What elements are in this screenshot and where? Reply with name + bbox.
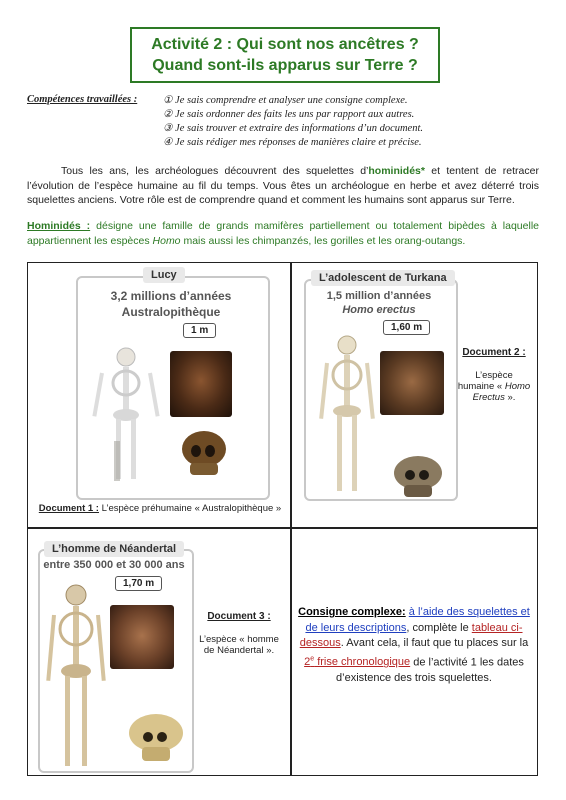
consigne-link-squelettes[interactable]: à l’aide des squelettes et de leurs descriptions — [305, 606, 530, 634]
consigne-text-2: . Avant cela, il faut que tu places sur la — [340, 637, 529, 649]
doc2-caption — [456, 347, 532, 403]
doc1-caption — [32, 503, 288, 514]
competence-item: ④ Je sais rédiger mes réponses de manières claire et précise. — [163, 137, 422, 148]
intro-paragraph — [27, 164, 539, 208]
title-line-2: Quand sont-ils apparus sur Terre ? — [152, 57, 418, 74]
grid-divider-horizontal — [28, 527, 537, 529]
neandertal-skull-image — [124, 709, 188, 767]
consigne-link-frise[interactable] — [304, 656, 410, 668]
lucy-face-photo — [170, 351, 232, 417]
competence-item: ① Je sais comprendre et analyser une consigne complexe. — [163, 95, 408, 106]
turkana-card-title: L’adolescent de Turkana — [311, 270, 455, 286]
lucy-card-title: Lucy — [143, 267, 185, 283]
doc2-caption-line3b: ». — [504, 392, 516, 403]
consigne-complexe — [298, 605, 530, 686]
documents-grid — [27, 262, 538, 776]
lucy-skeleton-image — [88, 345, 168, 485]
turkana-age: 1,5 million d’années — [326, 290, 432, 302]
neandertal-face-photo — [110, 605, 174, 669]
turkana-size-tag: 1,60 m — [383, 320, 430, 335]
consigne-text-3: de l’activité 1 les dates d’existence des trois squelettes. — [336, 656, 524, 684]
competences-label: Compétences travaillées : — [27, 94, 138, 105]
definition-paragraph — [27, 219, 539, 248]
competence-item: ③ Je sais trouver et extraire des informations d’un document. — [163, 123, 424, 134]
definition-text-2: mais aussi les chimpanzés, les gorilles et les orang-outangs. — [180, 234, 466, 247]
consigne-frise-text: frise chronologique — [314, 656, 411, 669]
doc2-caption-line2 — [456, 381, 532, 392]
turkana-face-photo — [380, 351, 444, 415]
turkana-skull-image — [388, 451, 448, 501]
doc1-caption-label: Document 1 : — [38, 503, 99, 514]
intro-text-1: Tous les ans, les archéologues découvrent des squelettes d’ — [61, 165, 369, 177]
lucy-species: Australopithèque — [121, 305, 221, 319]
turkana-skeleton-image — [318, 333, 376, 495]
activity-title-box — [130, 27, 440, 83]
doc2-caption-label: Document 2 : — [462, 347, 526, 358]
doc2-caption-italic-homo: Homo — [504, 381, 531, 392]
definition-text-1: désigne une famille de grands mamifères partiellement ou totalement bipèdes à laquelle appartiennent les espèces — [27, 220, 539, 247]
doc2-caption-line1: L’espèce — [475, 370, 513, 381]
consigne-link-tableau[interactable]: tableau ci-dessous — [299, 621, 523, 649]
neandertal-size-tag: 1,70 m — [115, 576, 162, 591]
neandertal-card-title: L’homme de Néandertal — [44, 541, 184, 557]
definition-label: Hominidés : — [27, 220, 91, 232]
consigne-label: Consigne complexe: — [298, 606, 406, 618]
intro-text-2: et tentent de retracer l’évolution de l’espèce humaine au fil du temps. Vous êtes un archéologue en herbe et avez déterré trois squelettes anciens. Votre rôle est de comprendre quand et comment les humains sont apparus sur Terre. — [27, 165, 539, 206]
neandertal-age: entre 350 000 et 30 000 ans — [43, 559, 185, 571]
doc3-caption-line1: L’espèce « homme — [199, 634, 279, 645]
lucy-age: 3,2 millions d’années — [110, 289, 232, 303]
consigne-frise-sup: e — [310, 655, 315, 663]
competences-list — [163, 94, 493, 150]
doc3-caption — [190, 611, 288, 656]
doc1-caption-text: L’espèce préhumaine « Australopithèque » — [98, 503, 282, 514]
title-line-1: Activité 2 : Qui sont nos ancêtres ? — [151, 36, 419, 53]
neandertal-skeleton-image — [44, 581, 106, 771]
grid-divider-vertical — [290, 263, 292, 775]
doc2-caption-italic-erectus: Erectus — [472, 392, 505, 403]
lucy-skull-image — [176, 425, 232, 481]
hominides-term: hominidés* — [368, 165, 425, 177]
competence-item: ② Je sais ordonner des faits les uns par rapport aux autres. — [163, 109, 415, 120]
consigne-text-1: , complète le — [406, 621, 472, 634]
consigne-frise-number: 2 — [304, 656, 311, 669]
doc2-caption-line3 — [456, 392, 532, 403]
lucy-size-tag: 1 m — [183, 323, 216, 338]
doc3-caption-line2: de Néandertal ». — [203, 645, 275, 656]
turkana-species: Homo erectus — [342, 304, 416, 316]
doc2-caption-line2a: humaine « — [457, 381, 505, 392]
doc3-caption-label: Document 3 : — [207, 611, 271, 622]
definition-italic: Homo — [152, 234, 181, 247]
